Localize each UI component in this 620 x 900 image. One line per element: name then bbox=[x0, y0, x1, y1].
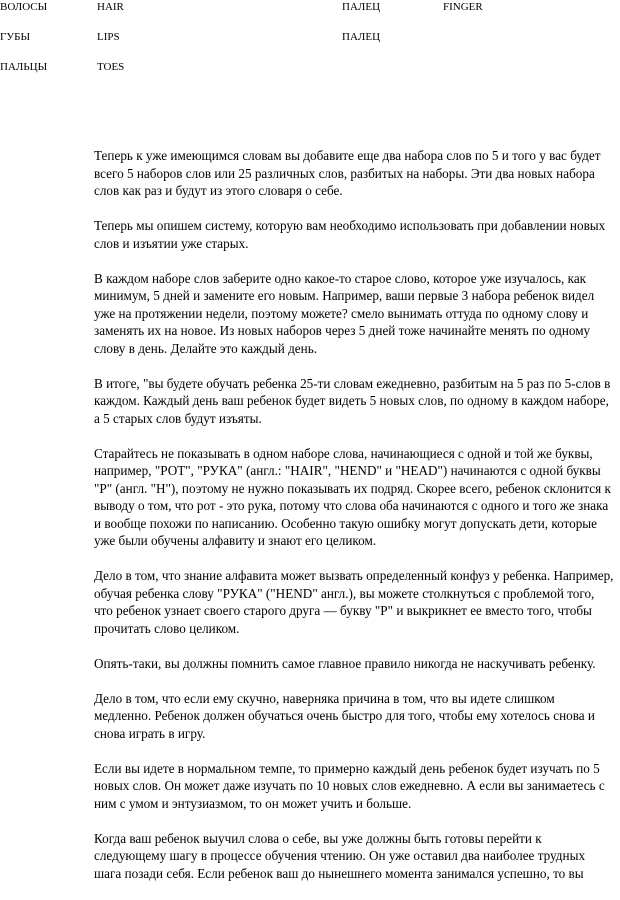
vocab-word-russian: ГУБЫ bbox=[0, 31, 31, 43]
vocab-word-russian: ВОЛОСЫ bbox=[0, 1, 48, 13]
vocab-word-english: FINGER bbox=[443, 1, 483, 13]
document-body bbox=[94, 147, 614, 900]
vocab-word-russian: ПАЛЕЦ bbox=[342, 31, 381, 43]
paragraph: В итоге, "вы будете обучать ребенка 25-ти словам ежедневно, разбитым на 5 раз по 5-слов в каждом. Каждый день ваш ребенок будет видеть 5 новых слов, по одному в каждом наборе, а 5 старых слов будут изъяты. bbox=[94, 375, 611, 426]
vocab-word-russian: ПАЛЕЦ bbox=[342, 1, 381, 13]
vocab-word-russian: ПАЛЬЦЫ bbox=[0, 61, 48, 73]
vocab-word-english: HAIR bbox=[97, 1, 124, 13]
vocabulary-row bbox=[0, 0, 620, 16]
vocabulary-row bbox=[0, 60, 620, 76]
vocab-word-english: TOES bbox=[97, 61, 125, 73]
paragraph: Опять-таки, вы должны помнить самое главное правило никогда не наскучивать ребенку. bbox=[94, 655, 596, 671]
paragraph: Если вы идете в нормальном темпе, то примерно каждый день ребенок будет изучать по 5 новых слов. Он может даже изучать по 10 новых слов ежедневно. А если вы занимаетесь с ним с умом и энтузиазмом, то он может учить и больше. bbox=[94, 760, 605, 811]
paragraph: Теперь к уже имеющимся словам вы добавите еще два набора слов по 5 и того у вас будет всего 5 наборов слов или 25 различных слов, разбитых на наборы. Эти два новых набора слов как раз и будут из этого словаря о себе. bbox=[94, 148, 601, 198]
paragraph: Теперь мы опишем систему, которую вам необходимо использовать при добавлении новых слов и изъятии уже старых. bbox=[94, 218, 606, 251]
vocab-word-english: LIPS bbox=[97, 31, 120, 43]
paragraph: В каждом наборе слов заберите одно какое-то старое слово, которое уже изучалось, как минимум, 5 дней и замените его новым. Например, ваши первые 3 набора ребенок видел уже на протяжении недели, поэтому можете? смело вынимать оттуда по одному слову и заменять их на новое. Из новых наборов через 5 дней тоже начинайте менять по одному слову в день. Делайте это каждый день. bbox=[94, 270, 595, 356]
paragraph: Дело в том, что знание алфавита может вызвать определенный конфуз у ребенка. Например, обучая ребенка слову "РУКА" ("HEND" англ.), вы можете столкнуться с проблемой того, что ребенок узнает своего старого друга — букву "Р" и выкрикнет ее вместо того, чтобы прочитать слово целиком. bbox=[94, 568, 614, 636]
paragraph: Когда ваш ребенок выучил слова о себе, вы уже должны быть готовы перейти к следующему шагу в процессе обучения чтению. Он уже оставил два наиболее трудных шага позади себя. Если ребенок ваш до нынешнего момента занимался успешно, то вы bbox=[94, 830, 586, 881]
paragraph: Дело в том, что если ему скучно, наверняка причина в том, что вы идете слишком медленно. Ребенок должен обучаться очень быстро для того, чтобы ему хотелось снова и снова играть в игру. bbox=[94, 690, 595, 741]
paragraph: Старайтесь не показывать в одном наборе слова, начинающиеся с одной и той же буквы, например, "РОТ", "РУКА" (англ.: "HAIR", "HEND" и "HEAD") начинаются с одной буквы "Р" (англ. "Н"), поэтому не нужно показывать их подряд. Скорее всего, ребенок склонится к выводу о том, что рот - это рука, потому что слова оба начинаются с одного и того же знака и вообще похожи по написанию. Особенно такую ошибку могут допускать дети, которые уже были обучены алфавиту и знают его целиком. bbox=[94, 445, 611, 548]
vocabulary-row bbox=[0, 30, 620, 46]
